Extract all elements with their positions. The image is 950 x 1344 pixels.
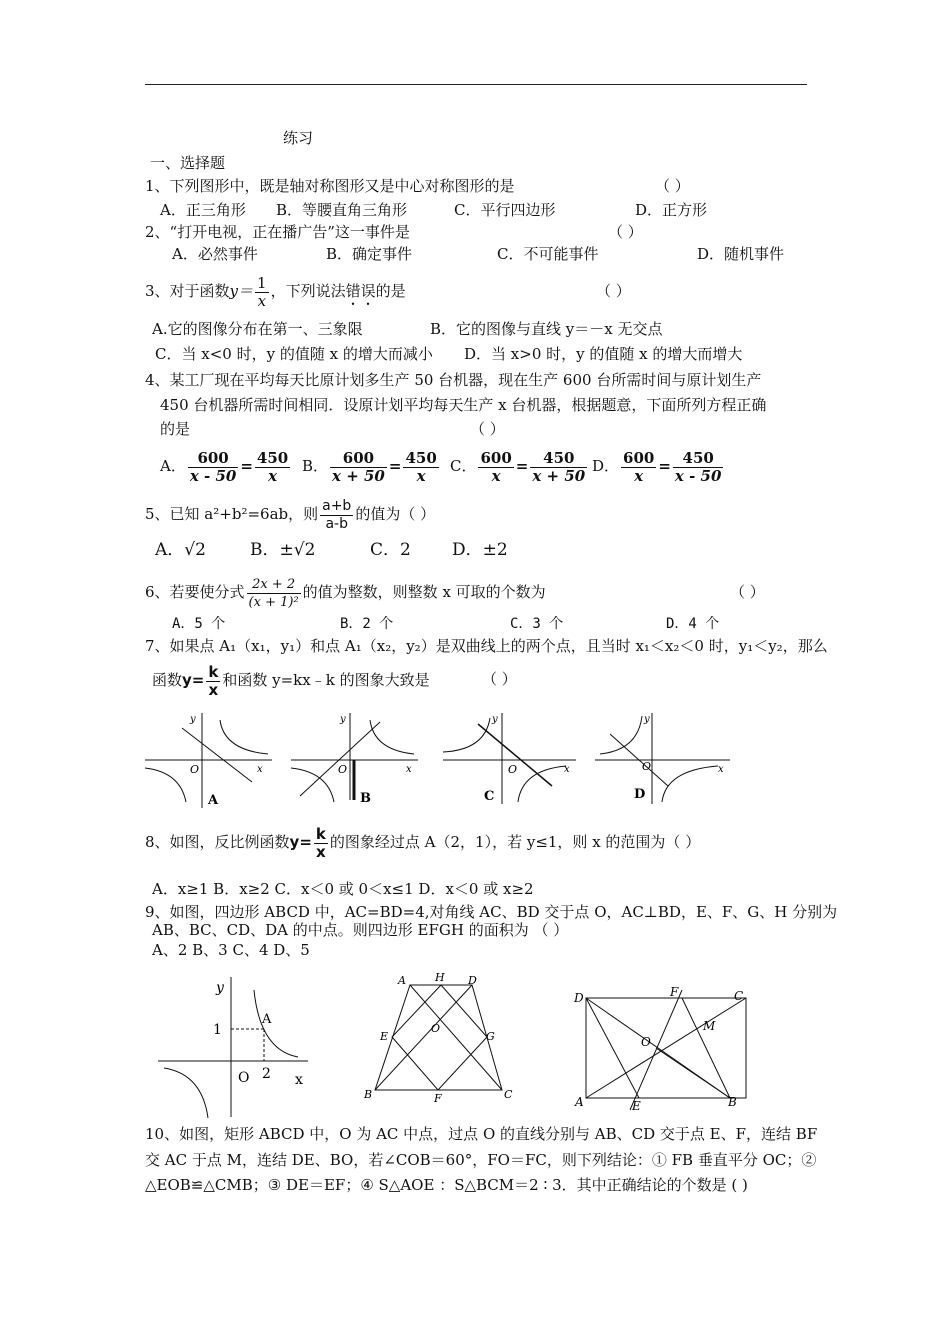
svg-text:D: D <box>468 974 477 987</box>
svg-text:O: O <box>338 763 348 776</box>
q2-option-d: D．随机事件 <box>697 245 785 263</box>
q5-option-a: A．√2 <box>155 540 206 560</box>
q5-stem: 5、已知 a²+b²=6ab，则 $\frac{a+b}{a-b}$ 的值为（ ） <box>145 497 436 532</box>
q5-option-c: C．2 <box>370 540 411 560</box>
graph-label-a: A <box>208 793 219 808</box>
q5-option-b: B．±√2 <box>250 540 316 560</box>
svg-text:A: A <box>575 1095 584 1109</box>
svg-text:B: B <box>364 1088 373 1101</box>
q4-option-a: A． $\frac{600}{x - 50}$ = $\frac{450}{x}$ <box>160 448 289 485</box>
q8-options: A．x≥1 B．x≥2 C．x＜0 或 0＜x≤1 D．x＜0 或 x≥2 <box>152 880 534 898</box>
svg-text:A: A <box>398 974 406 987</box>
svg-text:G: G <box>486 1030 495 1043</box>
q7-graph-d <box>592 710 734 810</box>
q4-option-b: B． $\frac{600}{x + 50}$ = $\frac{450}{x}$ <box>302 448 437 485</box>
svg-text:O: O <box>508 763 518 776</box>
q7-answer-blank: （ ） <box>482 670 517 688</box>
q7-line-1: 7、如果点 A₁（x₁，y₁）和点 A₁（x₂，y₂）是双曲线上的两个点，且当时 x₁＜x₂＜0 时，y₁＜y₂，那么 <box>145 637 828 655</box>
svg-text:x: x <box>406 764 412 775</box>
q6-option-b: B．2 个 <box>340 616 394 632</box>
graph-label-b: B <box>360 791 371 806</box>
q3-stem: 3、对于函数y＝ $\frac{1}{x}$ ，下列说法错误的是 <box>145 273 406 310</box>
q5-option-d: D．±2 <box>452 540 508 560</box>
q2-option-b: B．确定事件 <box>326 245 413 263</box>
svg-text:y: y <box>190 714 196 725</box>
svg-text:C: C <box>734 989 744 1003</box>
q1-option-c: C．平行四边形 <box>454 201 556 219</box>
svg-text:M: M <box>703 1019 716 1033</box>
header-rule <box>145 84 807 85</box>
svg-text:x: x <box>564 764 570 775</box>
svg-text:y: y <box>644 714 650 725</box>
svg-text:y: y <box>492 714 498 725</box>
q1-option-a: A．正三角形 <box>160 201 246 219</box>
q2-option-a: A．必然事件 <box>172 245 258 263</box>
graph-label-d: D <box>634 787 646 802</box>
q3-fraction: $\frac{1}{x}$ <box>257 273 267 310</box>
q10-figure <box>570 982 760 1112</box>
graph-label-c: C <box>484 789 495 804</box>
q10-line-3: △EOB≌△CMB；③ DE＝EF；④ S△AOE ：S△BCM＝2 ∶ 3．其中正确结论的个数是 ( ) <box>145 1176 748 1194</box>
q4-answer-blank: （ ） <box>470 420 505 438</box>
q8-figure <box>158 972 313 1122</box>
svg-text:y: y <box>340 714 346 725</box>
svg-text:D: D <box>574 991 584 1005</box>
svg-text:x: x <box>257 764 263 775</box>
svg-text:F: F <box>670 985 679 999</box>
svg-text:x: x <box>718 764 724 775</box>
q6-stem: 6、若要使分式 $\frac{2x + 2}{\text{(x + 1)²}}$ 的值为整数，则整数 x 可取的个数为 <box>145 576 546 610</box>
q8-stem: 8、如图，反比例函数y= $\frac{k}{x}$ 的图象经过点 A（2，1），若 y≤1，则 x 的范围为（ ） <box>145 824 701 861</box>
q4-option-c: C． $\frac{600}{x}$ = $\frac{450}{x + 50}$ <box>450 448 586 485</box>
q9-line-1: 9、如图，四边形 ABCD 中，AC=BD=4,对角线 AC、BD 交于点 O，AC⊥BD，E、F、G、H 分别为 <box>145 903 838 921</box>
svg-text:E: E <box>632 1099 641 1113</box>
q4-line-3: 的是 <box>160 420 191 438</box>
q6-answer-blank: （ ） <box>730 583 765 601</box>
q2-stem: 2、“打开电视，正在播广告”这一事件是 <box>145 223 410 241</box>
q7-graph-c <box>440 710 580 810</box>
q7-graph-b <box>288 710 423 810</box>
section-heading: 一、选择题 <box>150 154 226 172</box>
svg-text:y: y <box>216 980 224 996</box>
svg-text:x: x <box>295 1072 303 1088</box>
q1-stem: 1、下列图形中，既是轴对称图形又是中心对称图形的是 <box>145 177 515 195</box>
page-title: 练习 <box>283 129 314 147</box>
svg-text:O: O <box>190 763 200 776</box>
q3-answer-blank: （ ） <box>596 282 631 300</box>
q6-option-c: C．3 个 <box>510 616 564 632</box>
svg-text:H: H <box>435 971 445 984</box>
q7-graph-a <box>140 710 275 810</box>
svg-text:E: E <box>380 1030 389 1043</box>
q6-option-a: A．5 个 <box>172 616 226 632</box>
q10-line-1: 10、如图，矩形 ABCD 中，O 为 AC 中点，过点 O 的直线分别与 AB、CD 交于点 E、F，连结 BF <box>145 1125 818 1143</box>
svg-text:A: A <box>262 1012 272 1027</box>
q10-line-2: 交 AC 于点 M，连结 DE、BO，若∠COB＝60°，FO＝FC，则下列结论：① FB 垂直平分 OC；② <box>145 1151 817 1169</box>
q2-answer-blank: （ ） <box>608 223 643 241</box>
q6-option-d: D．4 个 <box>666 616 720 632</box>
q3-option-d: D．当 x>0 时，y 的值随 x 的增大而增大 <box>464 345 743 363</box>
q9-line-2: AB、BC、CD、DA 的中点。则四边形 EFGH 的面积为 （ ） <box>152 921 569 939</box>
svg-text:F: F <box>434 1092 442 1105</box>
svg-text:O: O <box>431 1022 441 1035</box>
q4-line-2: 450 台机器所需时间相同．设原计划平均每天生产 x 台机器，根据题意，下面所列方程正确 <box>160 396 767 414</box>
svg-text:B: B <box>728 1095 737 1109</box>
q9-figure <box>360 970 520 1105</box>
q4-line-1: 4、某工厂现在平均每天比原计划多生产 50 台机器，现在生产 600 台所需时间与原计划生产 <box>145 371 762 389</box>
svg-text:1: 1 <box>213 1022 222 1038</box>
svg-text:C: C <box>504 1088 513 1101</box>
svg-text:O: O <box>238 1070 250 1086</box>
q3-option-c: C．当 x<0 时，y 的值随 x 的增大而减小 <box>155 345 433 363</box>
svg-text:O: O <box>641 1035 651 1049</box>
q4-option-d: D． $\frac{600}{x}$ = $\frac{450}{x - 50}$ <box>592 448 722 485</box>
q3-option-a: A.它的图像分布在第一、三象限 <box>152 320 363 338</box>
q7-line-2: 函数y= $\frac{k}{x}$ 和函数 y=kx﹣k 的图象大致是 <box>152 662 430 699</box>
q1-option-d: D．正方形 <box>635 201 708 219</box>
q1-option-b: B．等腰直角三角形 <box>276 201 408 219</box>
q9-options: A、2 B、3 C、4 D、5 <box>152 941 310 959</box>
q1-answer-blank: （ ） <box>655 177 690 195</box>
svg-text:O: O <box>642 760 652 773</box>
svg-text:2: 2 <box>262 1066 271 1082</box>
q3-option-b: B．它的图像与直线 y＝－x 无交点 <box>430 320 663 338</box>
q2-option-c: C．不可能事件 <box>497 245 599 263</box>
